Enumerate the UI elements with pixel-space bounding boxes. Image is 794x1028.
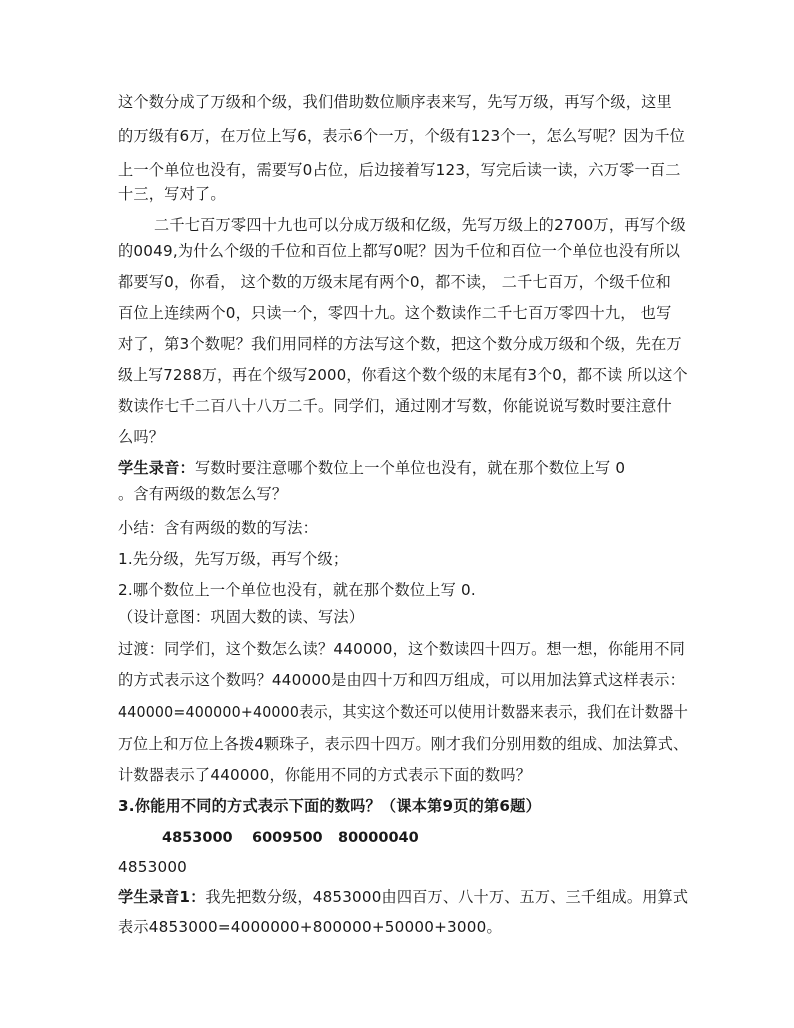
paragraph-line: 的0049,为什么个级的千位和百位上都写0呢？因为千位和百位一个单位也没有所以 (118, 242, 681, 260)
recording-label: 学生录音1： (118, 888, 206, 906)
recording-text: 我先把数分级，4853000由四百万、八十万、五万、三千组成。用算式 (205, 888, 689, 906)
number-item: 6009500 (252, 830, 323, 846)
paragraph-line: 的方式表示这个数吗？440000是由四十万和四万组成，可以用加法算式这样表示： (118, 671, 685, 689)
summary-item: 1.先分级，先写万级，再写个级； (118, 550, 349, 568)
paragraph-line: 过渡：同学们，这个数怎么读？440000，这个数读四十四万。想一想，你能用不同 (118, 640, 685, 658)
paragraph-line: 的万级有6万，在万位上写6，表示6个一万，个级有123个一，怎么写呢？因为千位 (118, 127, 685, 145)
recording-continuation: 表示4853000=4000000+800000+50000+3000。 (118, 918, 502, 936)
design-intent: （设计意图：巩固大数的读、写法） (118, 608, 365, 626)
question-title: 3.你能用不同的方式表示下面的数吗？（课本第9页的第6题） (118, 797, 541, 815)
recording-label: 学生录音： (118, 459, 195, 477)
recording-continuation: 。含有两级的数怎么写？ (118, 485, 288, 503)
paragraph-line: 都要写0，你看， 这个数的万级末尾有两个0，都不读， 二千七百万，个级千位和 (118, 273, 671, 291)
paragraph-line: 440000=400000+40000表示，其实这个数还可以使用计数器来表示，我们在计数器十 (118, 703, 688, 721)
paragraph-line: 计数器表示了440000，你能用不同的方式表示下面的数吗？ (118, 766, 532, 784)
paragraph-line: 这个数分成了万级和个级，我们借助数位顺序表来写，先写万级，再写个级，这里 (118, 93, 672, 111)
number-item: 80000040 (338, 830, 419, 846)
paragraph-line: 数读作七千二百八十八万二千。同学们，通过刚才写数，你能说说写数时要注意什 (118, 397, 672, 415)
paragraph-line: 上一个单位也没有，需要写0占位，后边接着写123，写完后读一读，六万零一百二 (118, 161, 681, 179)
summary-item: 2.哪个数位上一个单位也没有，就在那个数位上写 0. (118, 581, 476, 599)
paragraph-line: 万位上和万位上各拨4颗珠子，表示四十四万。刚才我们分别用数的组成、加法算式、 (118, 735, 689, 753)
current-number: 4853000 (118, 858, 188, 876)
paragraph-line: 级上写7288万，再在个级写2000，你看这个数个级的末尾有3个0，都不读 所以这个 (118, 366, 688, 384)
number-item: 4853000 (162, 830, 233, 846)
paragraph-line: 二千七百万零四十九也可以分成万级和亿级，先写万级上的2700万，再写个级 (154, 216, 686, 234)
paragraph-line: 十三，写对了。 (118, 185, 226, 203)
student-recording-line (118, 887, 688, 907)
recording-text: 写数时要注意哪个数位上一个单位也没有，就在那个数位上写 0 (194, 459, 626, 477)
summary-title: 小结：含有两级的数的写法： (118, 519, 319, 537)
paragraph-line: 么吗？ (118, 428, 165, 446)
paragraph-line: 百位上连续两个0，只读一个，零四十九。这个数读作二千七百万零四十九， 也写 (118, 304, 672, 322)
student-recording-line (118, 458, 625, 478)
paragraph-line: 对了，第3个数呢？我们用同样的方法写这个数，把这个数分成万级和个级，先在万 (118, 335, 682, 353)
